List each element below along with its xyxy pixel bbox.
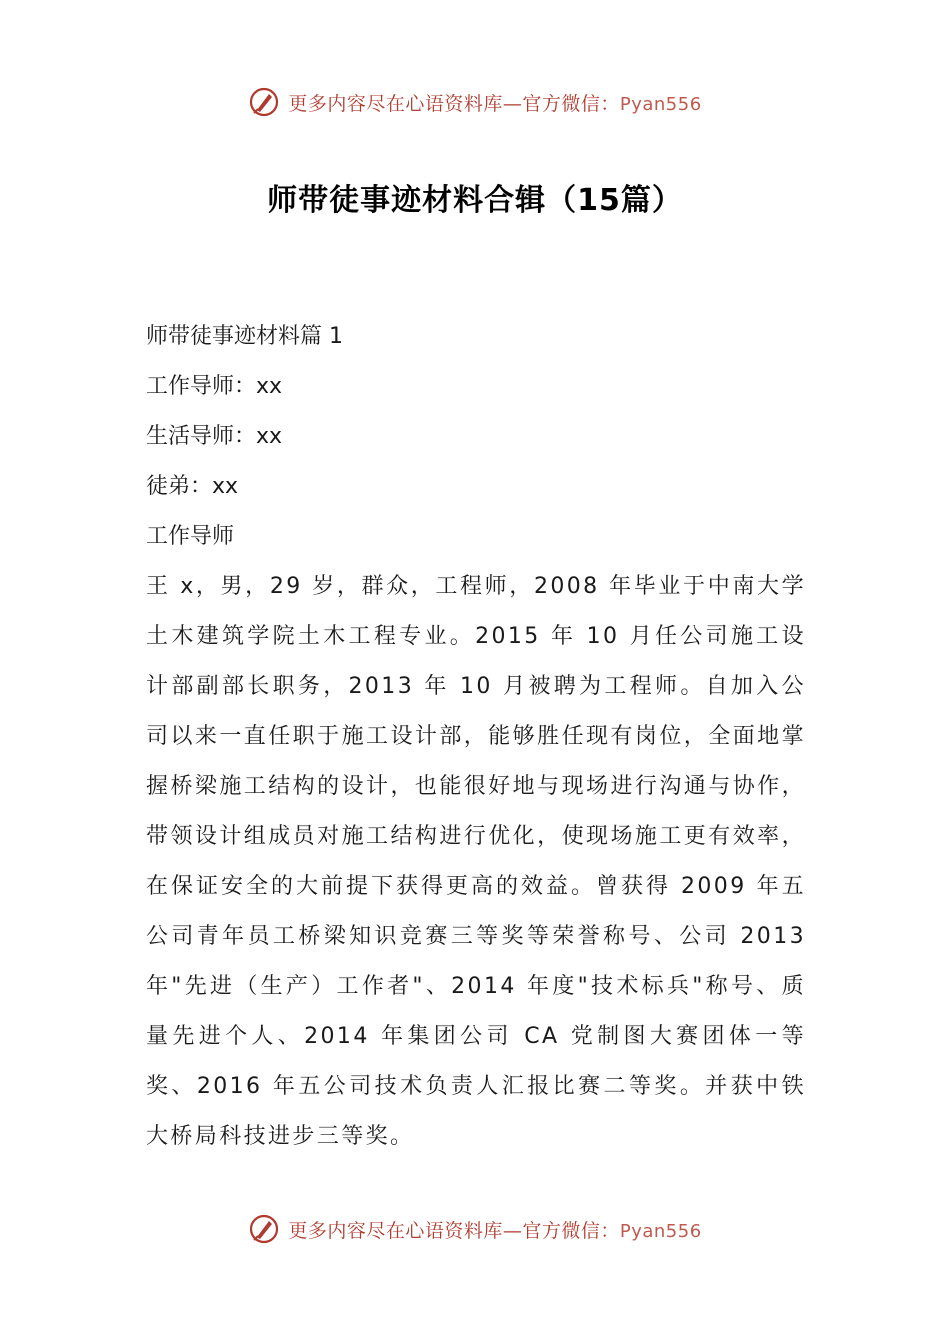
header-banner <box>0 82 950 122</box>
wechat-id: Pyan556 <box>619 93 702 115</box>
work-mentor-line: 工作导师：xx <box>146 374 283 399</box>
document-body <box>146 312 806 1162</box>
pen-logo-icon <box>248 1213 280 1245</box>
document-title: 师带徒事迹材料合辑（15篇） <box>267 183 683 218</box>
footer-banner <box>0 1209 950 1249</box>
apprentice-line: 徒弟：xx <box>146 474 239 499</box>
section-heading: 师带徒事迹材料篇 1 <box>146 324 343 349</box>
wechat-id: Pyan556 <box>619 1220 702 1242</box>
pen-logo-icon <box>248 86 280 118</box>
life-mentor-line: 生活导师：xx <box>146 424 283 449</box>
body-paragraph: 王 x，男，29 岁，群众，工程师，2008 年毕业于中南大学土木建筑学院土木工程专业。2015 年 10 月任公司施工设计部副部长职务，2013 年 10 月被聘为工程师。自加入公司以来一直任职于施工设计部，能够胜任现有岗位，全面地掌握桥梁施工结构的设计，也能很好地与现场进行沟通与协作，带领设计组成员对施工结构进行优化，使现场施工更有效率，在保证安全的大前提下获得更高的效益。曾获得 2009 年五公司青年员工桥梁知识竞赛三等奖等荣誉称号、公司 2013 年"先进（生产）工作者"、2014 年度"技术标兵"称号、质量先进个人、2014 年集团公司 CA 党制图大赛团体一等奖、2016 年五公司技术负责人汇报比赛二等奖。并获中铁大桥局科技进步三等奖。 <box>146 574 806 1149</box>
subheading: 工作导师 <box>146 524 235 549</box>
banner-text: 更多内容尽在心语资料库—官方微信：Pyan556 <box>288 92 702 115</box>
banner-text: 更多内容尽在心语资料库—官方微信：Pyan556 <box>288 1219 702 1242</box>
